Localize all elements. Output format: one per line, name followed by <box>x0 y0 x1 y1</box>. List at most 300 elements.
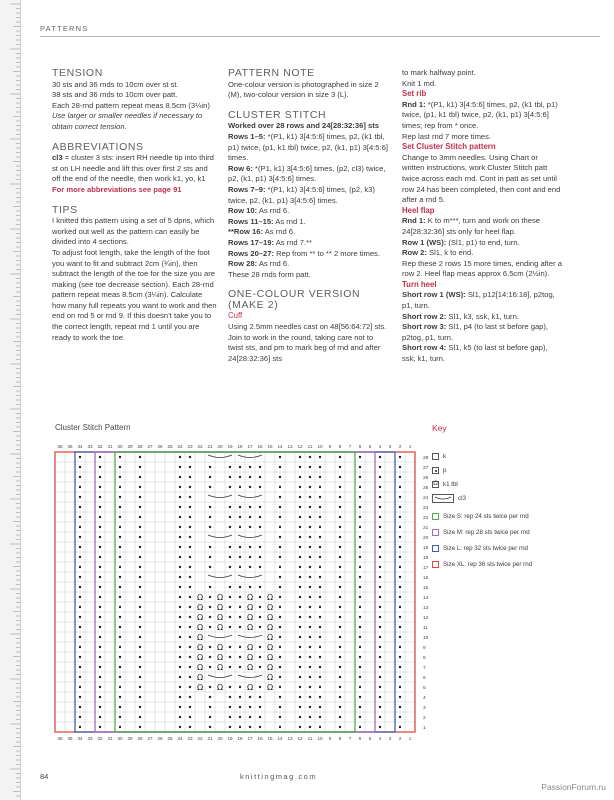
purl-dot <box>119 596 121 598</box>
purl-dot <box>379 646 381 648</box>
purl-dot <box>179 486 181 488</box>
purl-dot <box>239 506 241 508</box>
col-number-bottom: 36 <box>57 736 63 741</box>
more-abbreviations-link: For more abbreviations see page 91 <box>52 184 182 194</box>
row-number: 13 <box>423 605 429 611</box>
purl-dot <box>139 706 141 708</box>
purl-dot <box>99 686 101 688</box>
purl-dot <box>79 636 81 638</box>
row-number: 15 <box>423 585 429 591</box>
row-number: 21 <box>423 525 429 531</box>
purl-dot <box>229 466 231 468</box>
rows-20-27: Rows 20–27: Rep from ** to ** 2 more times. <box>228 248 380 258</box>
purl-dot <box>279 526 281 528</box>
purl-dot <box>299 606 301 608</box>
purl-dot <box>189 586 191 588</box>
col-number-top: 21 <box>207 444 213 449</box>
purl-dot <box>279 616 281 618</box>
purl-dot <box>189 516 191 518</box>
col3-line-2: Knit 1 md. <box>402 78 437 88</box>
purl-dot <box>309 476 311 478</box>
col-number-bottom: 24 <box>177 736 183 741</box>
purl-dot <box>379 506 381 508</box>
purl-dot <box>179 576 181 578</box>
pattern-final-note: These 28 rnds form patt. <box>228 269 311 279</box>
purl-dot <box>139 516 141 518</box>
purl-dot <box>319 656 321 658</box>
purl-dot <box>299 616 301 618</box>
purl-dot <box>209 716 211 718</box>
purl-dot <box>319 696 321 698</box>
purl-dot <box>339 586 341 588</box>
key-knit: k <box>432 453 446 460</box>
k1tbl-swatch: Ω <box>433 481 438 487</box>
purl-dot <box>399 456 401 458</box>
purl-dot <box>359 666 361 668</box>
purl-dot <box>99 636 101 638</box>
purl-dot <box>79 596 81 598</box>
purl-dot <box>259 626 261 628</box>
purl-dot <box>99 706 101 708</box>
col3-line-1: to mark halfway point. <box>402 68 476 77</box>
purl-dot <box>99 606 101 608</box>
purl-dot <box>299 646 301 648</box>
purl-dot <box>229 556 231 558</box>
short-row-3: Short row 3: Sl1, p4 (to last st before gap), p2tog, p1, turn. <box>402 322 549 342</box>
row-number: 11 <box>423 625 428 631</box>
row-6: Row 6: *(P1, k1) 3[4:5:6] times, (p2, cl3) twice, p2, (k1, p1) 3[4:5:6] times. <box>228 163 386 184</box>
purl-dot <box>339 716 341 718</box>
purl-dot <box>99 506 101 508</box>
purl-dot <box>79 516 81 518</box>
cuff-text: Using 2.5mm needles cast on 48[56:64:72] sts. Join to work in the round, taking care not to twist sts, and pm to mark beg of rnd and after 24[28:32:36] sts <box>228 322 387 363</box>
purl-dot <box>189 496 191 498</box>
purl-dot <box>379 686 381 688</box>
row-number: 23 <box>423 505 429 511</box>
purl-dot <box>79 466 81 468</box>
purl-dot <box>79 576 81 578</box>
purl-dot <box>259 656 261 658</box>
purl-dot <box>279 706 281 708</box>
watermark: PassionForum.ru <box>541 782 606 792</box>
purl-dot <box>279 456 281 458</box>
purl-dot <box>319 506 321 508</box>
purl-dot <box>229 566 231 568</box>
row-number: 7 <box>423 665 426 671</box>
purl-dot <box>179 546 181 548</box>
purl-dot <box>189 566 191 568</box>
purl-dot <box>119 486 121 488</box>
col-number-bottom: 2 <box>398 736 402 741</box>
row-number: 18 <box>423 555 429 561</box>
purl-dot <box>259 726 261 728</box>
purl-dot <box>179 476 181 478</box>
purl-dot <box>79 556 81 558</box>
purl-dot <box>189 696 191 698</box>
tension-note: Use larger or smaller needles if necessary to obtain correct tension. <box>52 111 203 131</box>
purl-dot <box>139 696 141 698</box>
purl-dot <box>189 576 191 578</box>
purl-dot <box>319 546 321 548</box>
purl-dot <box>399 556 401 558</box>
rows-17-19: Rows 17–19: As rnd 7.** <box>228 237 313 247</box>
website: knittingmag.com <box>240 772 318 781</box>
purl-dot <box>279 696 281 698</box>
purl-dot <box>179 456 181 458</box>
chart-title: Cluster Stitch Pattern <box>55 423 131 432</box>
purl-dot <box>299 726 301 728</box>
purl-dot <box>79 646 81 648</box>
col-number-bottom: 33 <box>87 736 93 741</box>
purl-dot <box>279 546 281 548</box>
purl-dot <box>179 686 181 688</box>
row-number: 20 <box>423 535 429 541</box>
purl-dot <box>189 606 191 608</box>
purl-dot <box>299 526 301 528</box>
purl-dot <box>79 586 81 588</box>
purl-dot <box>339 546 341 548</box>
purl-dot <box>279 656 281 658</box>
short-row-1: Short row 1 (WS): Sl1, p12[14:16:18], p2tog, p1, turn. <box>402 290 555 311</box>
purl-dot <box>299 586 301 588</box>
cluster-stitch-chart <box>40 436 440 776</box>
abbr-term: cl3 <box>52 153 63 163</box>
purl-dot <box>249 526 251 528</box>
purl-dot <box>239 666 241 668</box>
purl-dot <box>229 706 231 708</box>
col-number-top: 5 <box>368 444 372 449</box>
col-number-top: 2 <box>398 444 402 449</box>
purl-dot <box>399 656 401 658</box>
purl-dot <box>309 546 311 548</box>
purl-dot <box>249 696 251 698</box>
purl-dot <box>399 686 401 688</box>
purl-dot <box>259 586 261 588</box>
purl-dot <box>279 566 281 568</box>
purl-dot <box>359 656 361 658</box>
purl-dot <box>379 476 381 478</box>
purl-dot <box>309 686 311 688</box>
purl-dot <box>319 486 321 488</box>
purl-dot <box>359 626 361 628</box>
k1tbl-mark: Ω <box>266 673 274 682</box>
purl-dot <box>399 696 401 698</box>
purl-dot <box>99 546 101 548</box>
purl-dot <box>239 516 241 518</box>
purl-dot <box>259 666 261 668</box>
k1tbl-mark: Ω <box>216 603 224 612</box>
purl-dot <box>279 536 281 538</box>
k1tbl-mark: Ω <box>216 613 224 622</box>
purl-dot <box>359 716 361 718</box>
purl-dot <box>119 666 121 668</box>
purl-dot <box>139 566 141 568</box>
purl-dot <box>79 496 81 498</box>
purl-dot <box>139 726 141 728</box>
purl-dot <box>339 676 341 678</box>
k1tbl-mark: Ω <box>196 613 204 622</box>
k1tbl-mark: Ω <box>246 683 254 692</box>
short-row-4: Short row 4: Sl1, k5 (to last st before gap), ssk, k1, turn. <box>402 343 548 364</box>
purl-dot <box>299 676 301 678</box>
purl-dot <box>189 546 191 548</box>
k1tbl-mark: Ω <box>216 653 224 662</box>
row-10: Row 10: As rnd 6. <box>228 206 290 216</box>
purl-dot <box>79 536 81 538</box>
purl-dot <box>339 516 341 518</box>
purl-dot <box>399 716 401 718</box>
k1tbl-mark: Ω <box>266 643 274 652</box>
purl-dot <box>319 686 321 688</box>
purl-dot <box>239 626 241 628</box>
purl-dot <box>99 716 101 718</box>
purl-dot <box>279 576 281 578</box>
rows-7-9: Rows 7–9: *(P1, k1) 3[4:5:6] times, (p2, k3) twice, p2, (k1, p1) 3[4:5:6] times. <box>228 184 375 205</box>
purl-dot <box>209 486 211 488</box>
purl-dot <box>79 716 81 718</box>
purl-dot <box>239 606 241 608</box>
purl-dot <box>339 496 341 498</box>
purl-dot <box>339 466 341 468</box>
row-number: 19 <box>423 545 429 551</box>
purl-dot <box>379 716 381 718</box>
purl-dot <box>309 496 311 498</box>
purl-dot <box>119 636 121 638</box>
purl-dot <box>139 626 141 628</box>
purl-dot <box>379 666 381 668</box>
col-number-bottom: 7 <box>348 736 352 741</box>
purl-dot <box>359 636 361 638</box>
purl-dot <box>359 606 361 608</box>
purl-dot <box>299 576 301 578</box>
purl-dot <box>119 696 121 698</box>
col-number-top: 14 <box>277 444 283 449</box>
purl-dot <box>319 496 321 498</box>
col-number-bottom: 19 <box>227 736 233 741</box>
purl-dot <box>179 726 181 728</box>
col-number-bottom: 34 <box>77 736 83 741</box>
col-number-top: 25 <box>167 444 173 449</box>
purl-dot <box>399 566 401 568</box>
purl-dot <box>179 616 181 618</box>
purl-dot <box>259 546 261 548</box>
k1tbl-mark: Ω <box>216 683 224 692</box>
purl-dot <box>399 496 401 498</box>
purl-dot <box>209 656 211 658</box>
purl-dot <box>119 466 121 468</box>
tips-paragraph-2: To adjust foot length, take the length of the foot you want to fit and subtract 2cm (¾in), then subtract the length of the toe for the size you are making (see toe decrease section). Each 28-rnd pattern repeat meas 8.5cm (3¼in). Calculate how many full repeats you want to work and then end on rnd 5 or rnd 9. If this doesn’t take you to the correct length, repeat rnd 1 until you are ready to work the toe. <box>52 247 217 342</box>
purl-dot <box>309 576 311 578</box>
purl-dot <box>79 656 81 658</box>
purl-dot <box>209 706 211 708</box>
purl-dot <box>99 596 101 598</box>
purl-dot <box>139 546 141 548</box>
purl-dot <box>99 656 101 658</box>
purl-dot <box>339 566 341 568</box>
purl-dot <box>229 626 231 628</box>
key-size-xl: Size XL: rep 36 sts twice per rnd <box>432 561 532 568</box>
purl-dot <box>279 726 281 728</box>
purl-dot <box>189 726 191 728</box>
purl-dot <box>249 706 251 708</box>
purl-dot <box>339 636 341 638</box>
purl-dot <box>399 606 401 608</box>
row-number: 9 <box>423 645 426 651</box>
abbreviation-cl3 <box>52 153 217 185</box>
purl-dot <box>399 646 401 648</box>
set-cluster-heading: Set Cluster Stitch pattern <box>402 142 496 152</box>
purl-dot <box>309 616 311 618</box>
purl-dot <box>139 606 141 608</box>
purl-dot <box>179 496 181 498</box>
purl-dot <box>309 626 311 628</box>
heel-row-1: Row 1 (WS): (Sl1, p1) to end, turn. <box>402 237 520 247</box>
purl-dot <box>339 656 341 658</box>
purl-dot <box>379 576 381 578</box>
col-number-top: 29 <box>127 444 133 449</box>
col-number-top: 28 <box>137 444 143 449</box>
left-ruler <box>0 0 21 800</box>
purl-dot <box>209 466 211 468</box>
purl-dot <box>239 706 241 708</box>
pattern-note-text: One-colour version is photographed in size 2 (M), two-colour version in size 3 (L). <box>228 79 379 100</box>
purl-dot <box>279 486 281 488</box>
purl-dot <box>229 646 231 648</box>
k1tbl-mark: Ω <box>196 643 204 652</box>
purl-dot <box>99 626 101 628</box>
purl-dot <box>119 506 121 508</box>
col-number-top: 1 <box>408 444 412 449</box>
row-number: 17 <box>423 565 429 571</box>
purl-dot <box>309 556 311 558</box>
abbreviations-heading: ABBREVIATIONS <box>52 140 144 153</box>
purl-dot <box>79 456 81 458</box>
purl-dot <box>299 476 301 478</box>
purl-dot <box>319 466 321 468</box>
k1tbl-mark: Ω <box>266 633 274 642</box>
col-number-bottom: 35 <box>67 736 73 741</box>
purl-dot <box>359 456 361 458</box>
tips-paragraph-1: I knitted this pattern using a set of 5 dpns, which worked out well as the pattern can easily be divided into 4 sections. <box>52 216 215 247</box>
purl-dot <box>359 546 361 548</box>
row-number: 16 <box>423 575 429 581</box>
purl-dot <box>99 516 101 518</box>
purl-dot <box>249 566 251 568</box>
k1tbl-mark: Ω <box>216 663 224 672</box>
purl-dot <box>259 476 261 478</box>
purl-dot <box>319 626 321 628</box>
purl-dot <box>299 486 301 488</box>
heel-rnd-1: Rnd 1: K to m***, turn and work on these 24[28:32:36] sts only for heel flap. <box>402 216 541 236</box>
purl-dot <box>359 526 361 528</box>
purl-dot <box>379 676 381 678</box>
set-cluster-text: Change to 3mm needles. Using Chart or written instructions, work Cluster Stitch patt twice across each rnd. Cont in patt as set until row 24 has been completed, then cont and end after a rnd 5. <box>402 152 561 205</box>
col-number-bottom: 12 <box>297 736 303 741</box>
row-number: 1 <box>423 725 426 731</box>
purl-dot <box>189 526 191 528</box>
purl-dot <box>319 616 321 618</box>
purl-dot <box>189 706 191 708</box>
purl-dot <box>379 496 381 498</box>
row-number: 8 <box>423 655 426 661</box>
col-number-bottom: 20 <box>217 736 223 741</box>
size-l-swatch <box>432 545 439 552</box>
col-number-bottom: 22 <box>197 736 203 741</box>
purl-dot <box>139 556 141 558</box>
purl-dot <box>79 486 81 488</box>
col-number-bottom: 16 <box>257 736 263 741</box>
purl-dot <box>189 646 191 648</box>
purl-dot <box>309 636 311 638</box>
k1tbl-mark: Ω <box>246 593 254 602</box>
cl3-symbol <box>432 494 454 503</box>
purl-dot <box>179 586 181 588</box>
purl-dot <box>239 646 241 648</box>
purl-dot <box>79 526 81 528</box>
col-number-bottom: 10 <box>317 736 323 741</box>
col-number-bottom: 25 <box>167 736 173 741</box>
col-number-bottom: 8 <box>338 736 342 741</box>
purl-dot <box>229 716 231 718</box>
col-number-top: 27 <box>147 444 153 449</box>
purl-dot <box>259 466 261 468</box>
purl-dot <box>209 646 211 648</box>
col-number-top: 35 <box>67 444 73 449</box>
purl-dot <box>119 676 121 678</box>
purl-dot <box>119 476 121 478</box>
purl-dot <box>299 516 301 518</box>
purl-dot <box>359 616 361 618</box>
purl-dot <box>259 486 261 488</box>
purl-dot <box>319 536 321 538</box>
purl-dot <box>99 576 101 578</box>
purl-dot <box>249 726 251 728</box>
purl-dot <box>119 606 121 608</box>
purl-dot <box>309 456 311 458</box>
purl-dot <box>239 726 241 728</box>
purl-dot <box>359 486 361 488</box>
purl-dot <box>359 506 361 508</box>
purl-dot <box>79 566 81 568</box>
purl-dot <box>119 496 121 498</box>
heel-flap-heading: Heel flap <box>402 205 435 215</box>
k1tbl-mark: Ω <box>266 623 274 632</box>
purl-dot <box>359 536 361 538</box>
purl-dot <box>209 476 211 478</box>
purl-dot <box>259 716 261 718</box>
col-number-bottom: 1 <box>408 736 412 741</box>
row-number: 25 <box>423 485 429 491</box>
purl-dot <box>379 486 381 488</box>
purl-dot <box>139 586 141 588</box>
col-number-bottom: 26 <box>157 736 163 741</box>
purl-dot <box>359 576 361 578</box>
key-size-m: Size M: rep 28 sts twice per rnd <box>432 529 530 536</box>
purl-dot <box>209 616 211 618</box>
purl-dot <box>239 716 241 718</box>
purl-dot <box>319 676 321 678</box>
purl-dot <box>189 556 191 558</box>
col-number-top: 11 <box>307 444 313 449</box>
purl-dot <box>179 536 181 538</box>
purl-dot <box>179 706 181 708</box>
short-row-2: Short row 2: Sl1, k3, ssk, k1, turn. <box>402 311 519 321</box>
purl-dot <box>299 696 301 698</box>
purl-dot <box>229 616 231 618</box>
purl-dot <box>99 666 101 668</box>
row-number: 22 <box>423 515 429 521</box>
purl-dot <box>239 616 241 618</box>
